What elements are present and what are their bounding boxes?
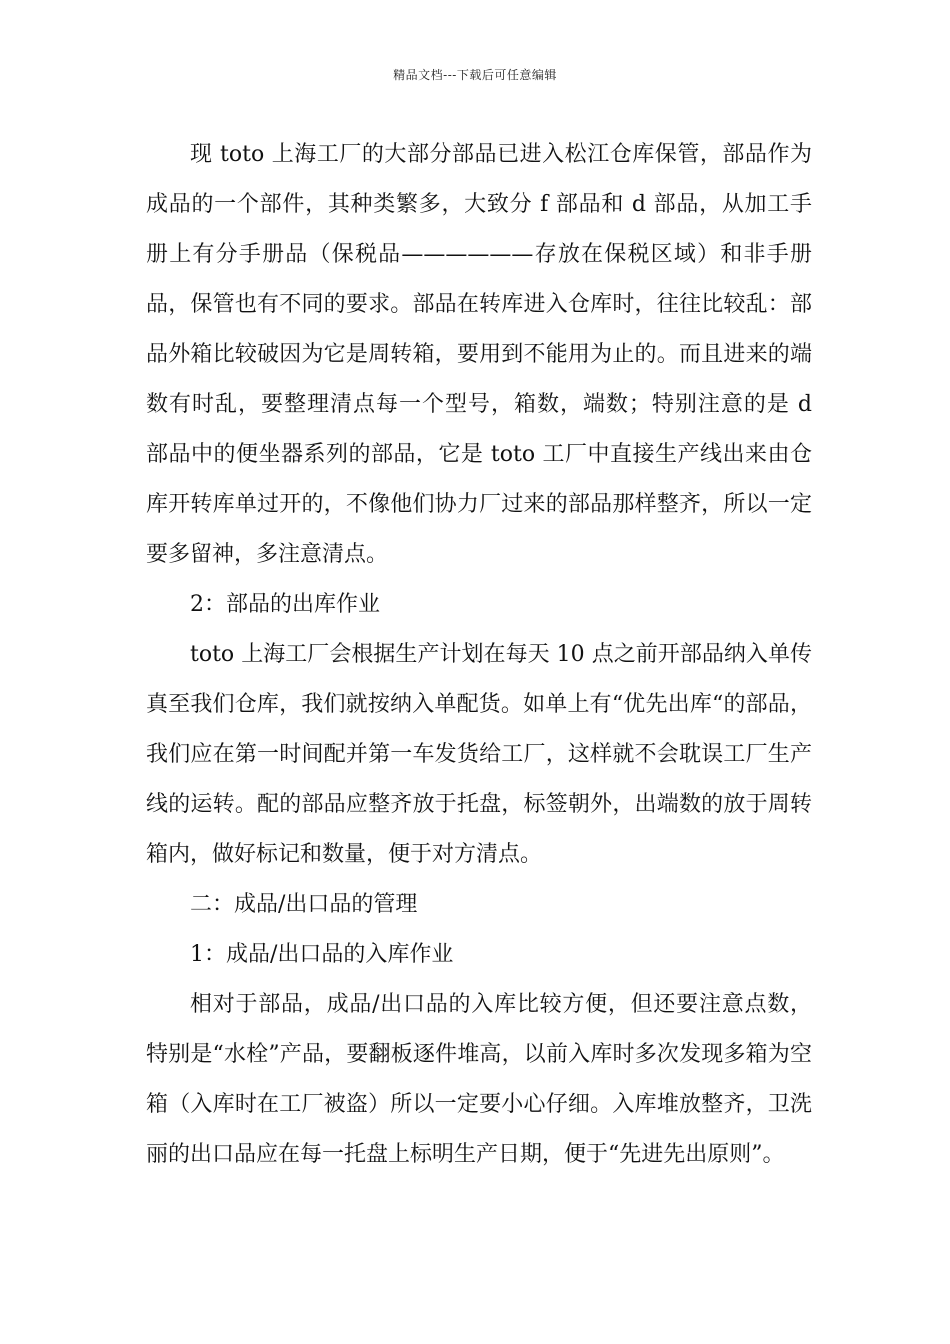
paragraph-parts-storage: 现 toto 上海工厂的大部分部品已进入松江仓库保管，部品作为成品的一个部件，其种类繁多，大致分 f 部品和 d 部品，从加工手册上有分手册品（保税品——————存放在保税区域）和非手册品，保管也有不同的要求。部品在转库进入仓库时，往往比较乱：部品外箱比较破因为它是周转箱，要用到不能用为止的。而且进来的端数有时乱，要整理清点每一个型号，箱数，端数；特别注意的是 d 部品中的便坐器系列的部品，它是 toto 工厂中直接生产线出来由仓库开转库单过开的，不像他们协力厂过来的部品那样整齐，所以一定要多留神，多注意清点。: [146, 142, 812, 567]
section-heading-parts-outbound: 2：部品的出库作业: [190, 592, 380, 617]
document-body: [146, 130, 812, 1180]
paragraph-parts-outbound: toto 上海工厂会根据生产计划在每天 10 点之前开部品纳入单传真至我们仓库，我们就按纳入单配货。如单上有“优先出库“的部品，我们应在第一时间配并第一车发货给工厂，这样就不会耽误工厂生产线的运转。配的部品应整齐放于托盘，标签朝外，出端数的放于周转箱内，做好标记和数量，便于对方清点。: [146, 642, 812, 867]
section-heading-finished-goods: 二：成品/出口品的管理: [190, 892, 418, 917]
paragraph-finished-goods-inbound: 相对于部品，成品/出口品的入库比较方便，但还要注意点数，特别是“水栓”产品，要翻板逐件堆高，以前入库时多次发现多箱为空箱（入库时在工厂被盗）所以一定要小心仔细。入库堆放整齐，卫洗丽的出口品应在每一托盘上标明生产日期，便于“先进先出原则”。: [146, 992, 812, 1167]
page-header: 精品文档---下载后可任意编辑: [393, 68, 557, 82]
section-heading-finished-goods-inbound: 1：成品/出口品的入库作业: [190, 942, 454, 967]
